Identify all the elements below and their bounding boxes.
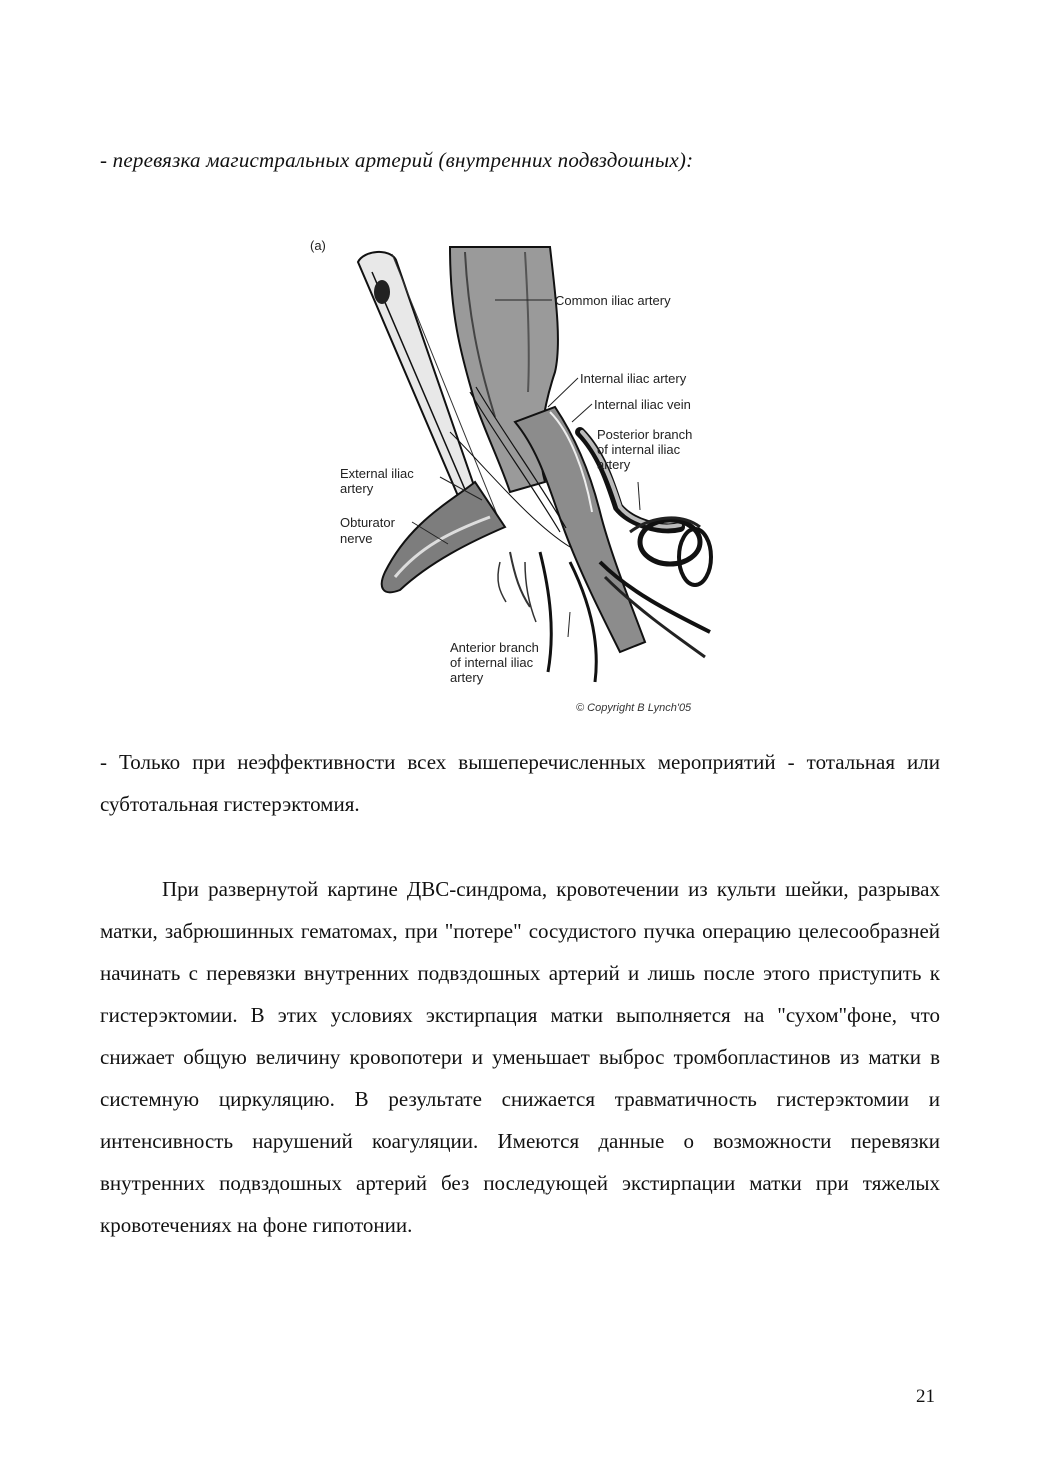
figure-copyright: © Copyright B Lynch'05: [576, 702, 692, 714]
label-anterior-branch-3: artery: [450, 670, 484, 685]
section-heading: - перевязка магистральных артерий (внутренних подвздошных):: [100, 148, 694, 172]
label-common-iliac-artery: Common iliac artery: [555, 293, 671, 308]
label-obturator-2: nerve: [340, 531, 373, 546]
page-number: 21: [916, 1386, 935, 1407]
label-posterior-branch-3: artery: [597, 457, 631, 472]
anatomy-illustration: [300, 232, 740, 722]
panel-letter: (a): [310, 238, 326, 253]
paragraph-hysterectomy: - Только при неэффективности всех вышеперечисленных мероприятий - тотальная или субтотальная гистерэктомия.: [100, 750, 940, 816]
paragraph-dic-syndrome: При развернутой картине ДВС-синдрома, кровотечении из культи шейки, разрывах матки, забрюшинных гематомах, при "потере" сосудистого пучка операцию целесообразней начинать с перевязки внутренних подвздошных артерий и лишь после этого приступить к гистерэктомии. В этих условиях экстирпация матки выполняется на "сухом"фоне, что снижает общую величину кровопотери и уменьшает выброс тромбопластинов из матки в системную циркуляцию. В результате снижается травматичность гистерэктомии и интенсивность нарушений коагуляции. Имеются данные о возможности перевязки внутренних подвздошных артерий без последующей экстирпации матки при тяжелых кровотечениях на фоне гипотонии.: [100, 877, 940, 1237]
label-obturator-1: Obturator: [340, 515, 395, 530]
iliac-artery-ligation-figure: [300, 232, 740, 722]
label-posterior-branch-2: of internal iliac: [597, 442, 681, 457]
label-anterior-branch-2: of internal iliac: [450, 655, 534, 670]
label-external-iliac-1: External iliac: [340, 466, 414, 481]
label-posterior-branch-1: Posterior branch: [597, 427, 693, 442]
label-internal-iliac-vein: Internal iliac vein: [594, 397, 691, 412]
label-internal-iliac-artery: Internal iliac artery: [580, 371, 687, 386]
label-external-iliac-2: artery: [340, 481, 374, 496]
external-iliac-artery-shape: [382, 482, 505, 592]
label-anterior-branch-1: Anterior branch: [450, 640, 539, 655]
